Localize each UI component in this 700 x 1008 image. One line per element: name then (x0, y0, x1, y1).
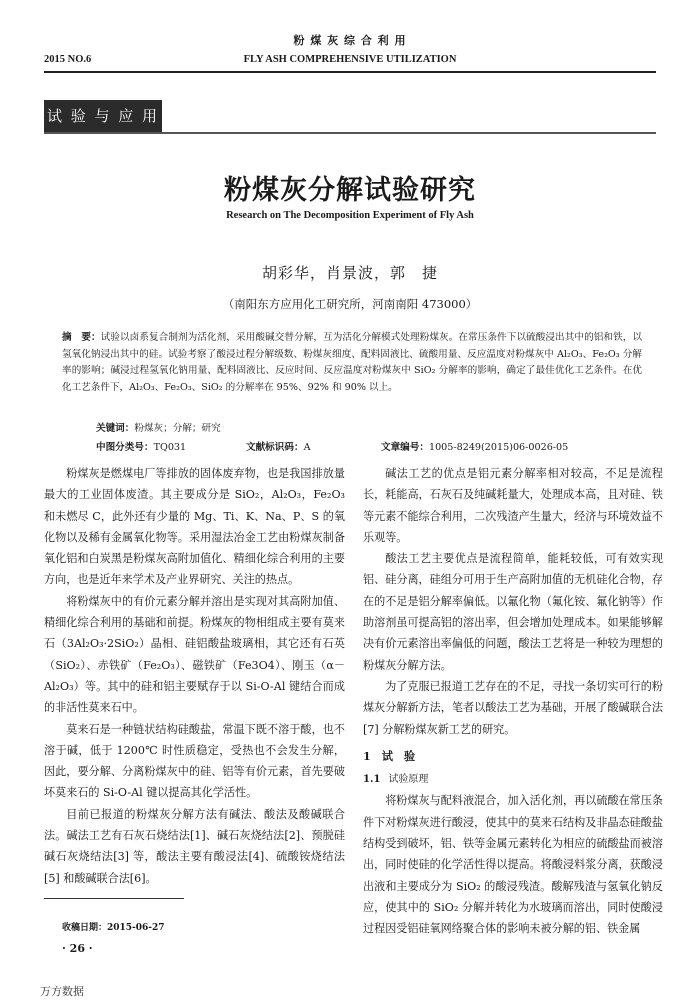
watermark: 万方数据 (40, 985, 84, 998)
article-no-value: 1005-8249(2015)06-0026-05 (428, 442, 569, 453)
body-left-column (44, 463, 345, 889)
paragraph: 碱法工艺的优点是铝元素分解率相对较高，不足是流程长，耗能高，石灰石及纯碱耗量大，处理成本高，且对硅、铁等元素不能综合利用，二次残渣产生量大，经济与环境效益不乐观等。 (363, 467, 663, 544)
paragraph: 酸法工艺主要优点是流程简单，能耗较低，可有效实现铝、硅分离，硅组分可用于生产高附加值的无机硅化合物，存在的不足是铝分解率偏低。以氟化物（氟化铵、氟化钠等）作助溶剂虽可提高铝的溶出率，但会增加处理成本。如果能够解决有价元素溶出率偏低的问题，酸法工艺将是一种较为理想的粉煤灰分解方法。 (363, 552, 663, 672)
body-right-column (363, 463, 663, 940)
page-number: · 26 · (62, 942, 93, 955)
paragraph: 粉煤灰是燃煤电厂等排放的固体废弃物，也是我国排放量最大的工业固体废渣。其主要成分是 SiO₂，Al₂O₃，Fe₂O₃ 和未燃尽 C，此外还有少量的 Mg、Ti、K、Na、P、S 的氧化物以及稀有金属氧化物等。采用湿法冶金工艺由粉煤灰制备氧化铝和白炭黑是粉煤灰高附加值化、精细化综合利用的主要方向，也是近年来学术及产业界研究、关注的热点。 (44, 467, 345, 587)
doc-code-value: A (303, 442, 311, 453)
affiliation: （南阳东方应用化工研究所，河南南阳 473000） (222, 297, 478, 311)
section-divider (44, 132, 656, 134)
clc-value: TQ031 (153, 442, 187, 453)
paragraph: 将粉煤灰与配料液混合，加入活化剂，再以硫酸在常压条件下对粉煤灰进行酸浸，使其中的莫来石结构及非晶态硅酸盐结构受到破坏，铝、铁等金属元素转化为相应的硫酸盐而被溶出，同时使硅的化学活性得以提高。将酸浸料浆分离，获酸浸出液和主要成分为 SiO₂ 的酸浸残渣。酸解残渣与氢氧化钠反应，使其中的 SiO₂ 分解并转化为水玻璃而溶出，同时使酸浸过程因受铝硅氧网络聚合体的影响未被分解的铝、铁金属 (363, 794, 663, 936)
clc-label: 中图分类号： (96, 442, 154, 453)
article-no-label: 文章编号： (381, 442, 429, 453)
paragraph: 为了克服已报道工艺存在的不足，寻找一条切实可行的粉煤灰分解新方法，笔者以酸法工艺为基础，开展了酸碱联合法[7] 分解粉煤灰新工艺的研究。 (363, 679, 663, 736)
header-divider (44, 71, 656, 73)
abstract-text: 试验以卤系复合制剂为活化剂，采用酸碱交替分解，互为活化分解模式处理粉煤灰。在常压条件下以硫酸浸出其中的铝和铁，以氢氧化钠浸出其中的硅。试验考察了酸浸过程分解级数、粉煤灰细度、配料固液比、硫酸用量、反应温度对粉煤灰中 Al₂O₃、Fe₂O₃ 分解率的影响；碱浸过程氢氧化钠用量、配料固液比、反应时间、反应温度对粉煤灰中 SiO₂ 分解率的影响，确定了最佳优化工艺条件。在优化工艺条件下，Al₂O₃、Fe₂O₃、SiO₂ 的分解率在 95%、92% 和 90% 以上。 (62, 332, 642, 393)
journal-name-en: FLY ASH COMPREHENSIVE UTILIZATION (243, 54, 457, 65)
footnote-divider (44, 898, 184, 899)
subsection-heading (363, 769, 663, 790)
section-label: 试 验 与 应 用 (44, 100, 162, 132)
keywords-text: 粉煤灰；分解；研究 (134, 423, 221, 434)
abstract (62, 330, 642, 396)
received-date: 收稿日期：2015-06-27 (62, 923, 165, 933)
paragraph: 莫来石是一种链状结构硅酸盐，常温下既不溶于酸，也不溶于碱，低于 1200℃ 时性质稳定，受热也不会发生分解，因此，要分解、分离粉煤灰中的硅、铝等有价元素，首先要破坏莫来石的 Si-O-Al 键以提高其化学活性。 (44, 722, 345, 800)
paragraph: 目前已报道的粉煤灰分解方法有碱法、酸法及酸碱联合法。碱法工艺有石灰石烧结法[1]、碱石灰烧结法[2]、预脱硅碱石灰烧结法[3] 等，酸法主要有酸浸法[4]、硫酸铵烧结法[5] 和酸碱联合法[6]。 (44, 807, 345, 885)
journal-name-cn: 粉 煤 灰 综 合 利 用 (293, 34, 407, 47)
subsection-title: 试验原理 (388, 774, 429, 786)
authors: 胡彩华，肖景波，郭 捷 (261, 264, 438, 282)
paragraph: 将粉煤灰中的有价元素分解并溶出是实现对其高附加值、精细化综合利用的基础和前提。粉煤灰的物相组成主要有莫来石（3Al₂O₃·2SiO₂）晶相、硅铝酸盐玻璃相，其它还有石英（SiO₂）、赤铁矿（Fe₂O₃）、磁铁矿（Fe3O4）、刚玉（α－Al₂O₃）等。其中的硅和铝主要赋存于以 Si-O-Al 键结合而成的非活性莫来石中。 (44, 594, 345, 715)
article-meta (96, 439, 636, 453)
doc-code-label: 文献标识码： (246, 442, 304, 453)
subsection-number: 1.1 (363, 774, 381, 786)
section-heading: 1 试 验 (363, 749, 416, 763)
article-title-en: Research on The Decomposition Experiment of Fly Ash (226, 210, 474, 221)
keywords (96, 420, 221, 434)
abstract-label: 摘 要： (62, 332, 101, 343)
article-title: 粉煤灰分解试验研究 (224, 175, 476, 206)
keywords-label: 关键词： (96, 423, 135, 434)
issue-label: 2015 NO.6 (44, 54, 92, 65)
